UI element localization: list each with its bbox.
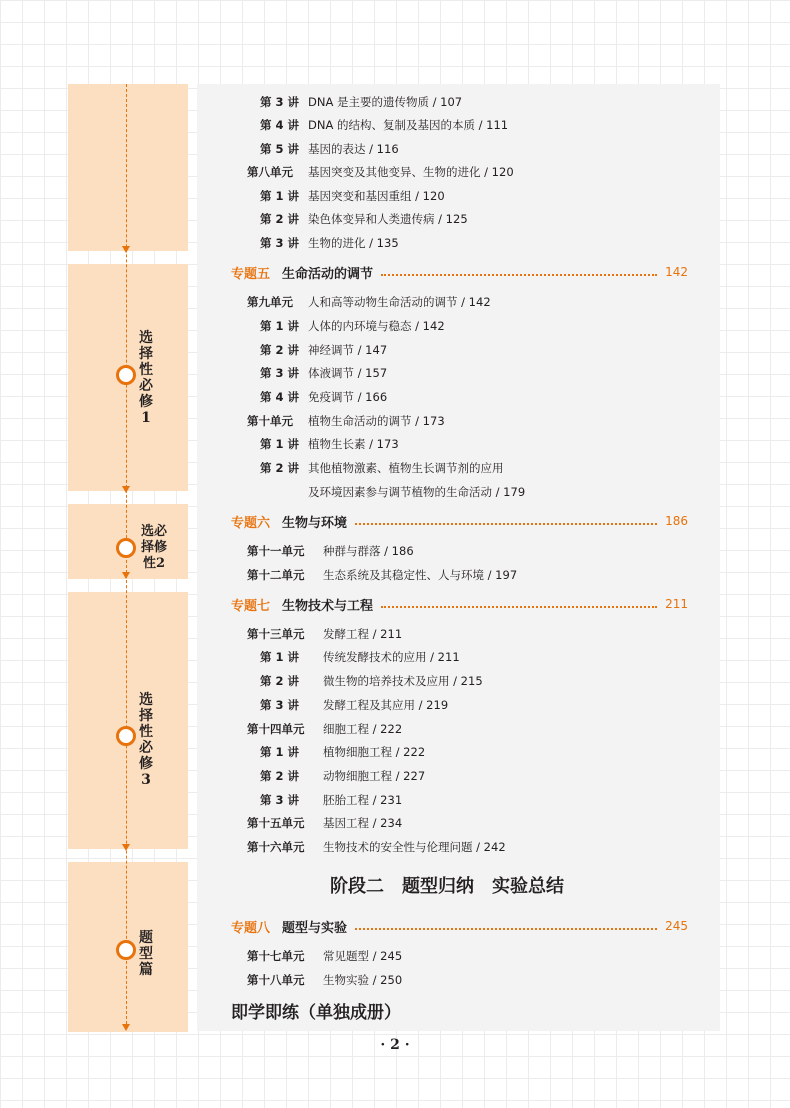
toc-entry[interactable]: 第 3 讲 胚胎工程 / 231: [260, 793, 403, 807]
topic-heading[interactable]: 专题六 生物与环境 186: [231, 514, 688, 531]
timeline-node-icon: [116, 538, 136, 558]
practice-heading[interactable]: 即学即练（单独成册）: [231, 1003, 401, 1023]
toc-entry[interactable]: 第 1 讲 基因突变和基因重组 / 120: [260, 189, 445, 203]
toc-entry[interactable]: 第 3 讲 发酵工程及其应用 / 219: [260, 698, 449, 712]
toc-entry[interactable]: 第十七单元 常见题型 / 245: [247, 949, 403, 963]
toc-entry[interactable]: 第 2 讲 微生物的培养技术及应用 / 215: [260, 674, 483, 688]
leader-dots: [381, 272, 657, 276]
toc-entry[interactable]: 第 3 讲 DNA 是主要的遗传物质 / 107: [260, 95, 463, 109]
toc-entry-continued[interactable]: 及环境因素参与调节植物的生命活动 / 179: [308, 485, 526, 499]
toc-entry[interactable]: 第十三单元 发酵工程 / 211: [247, 627, 403, 641]
toc-entry[interactable]: 第 2 讲 神经调节 / 147: [260, 343, 388, 357]
toc-entry[interactable]: 第 1 讲 传统发酵技术的应用 / 211: [260, 650, 460, 664]
topic-heading[interactable]: 专题五 生命活动的调节 142: [231, 265, 688, 282]
toc-entry[interactable]: 第 2 讲 动物细胞工程 / 227: [260, 769, 426, 783]
leader-dots: [355, 521, 657, 525]
toc-entry[interactable]: 第 2 讲 染色体变异和人类遗传病 / 125: [260, 212, 468, 226]
toc-entry[interactable]: 第九单元 人和高等动物生命活动的调节 / 142: [247, 295, 491, 309]
toc-entry[interactable]: 第 5 讲 基因的表达 / 116: [260, 142, 399, 156]
toc-entry[interactable]: 第 1 讲 植物细胞工程 / 222: [260, 745, 426, 759]
timeline-arrow-icon: [122, 246, 130, 253]
toc-entry[interactable]: 第 4 讲 免疫调节 / 166: [260, 390, 388, 404]
toc-entry[interactable]: 第十二单元 生态系统及其稳定性、人与环境 / 197: [247, 568, 518, 582]
timeline-node-icon: [116, 940, 136, 960]
section-tab-elective-3[interactable]: [68, 592, 188, 849]
toc-entry[interactable]: 第 1 讲 植物生长素 / 173: [260, 437, 399, 451]
section-tab-genetics[interactable]: [68, 84, 188, 251]
toc-entry[interactable]: 第十单元 植物生命活动的调节 / 173: [247, 414, 445, 428]
page-number: · 2 ·: [380, 1037, 410, 1053]
section-tab-label: 选择性必修1: [139, 330, 153, 426]
topic-heading[interactable]: 专题八 题型与实验 245: [231, 919, 688, 936]
leader-dots: [381, 604, 657, 608]
section-tab-label: 题型篇: [139, 930, 153, 978]
toc-entry[interactable]: 第十八单元 生物实验 / 250: [247, 973, 403, 987]
timeline-arrow-icon: [122, 572, 130, 579]
toc-entry[interactable]: 第十一单元 种群与群落 / 186: [247, 544, 414, 558]
toc-entry[interactable]: 第八单元 基因突变及其他变异、生物的进化 / 120: [247, 165, 514, 179]
stage-heading: 阶段二 题型归纳 实验总结: [330, 876, 564, 897]
toc-entry[interactable]: 第 4 讲 DNA 的结构、复制及基因的本质 / 111: [260, 118, 509, 132]
timeline-arrow-icon: [122, 1024, 130, 1031]
toc-entry[interactable]: 第十四单元 细胞工程 / 222: [247, 722, 403, 736]
toc-entry[interactable]: 第 3 讲 生物的进化 / 135: [260, 236, 399, 250]
timeline-arrow-icon: [122, 844, 130, 851]
toc-entry[interactable]: 第 2 讲 其他植物激素、植物生长调节剂的应用: [260, 461, 504, 475]
toc-entry[interactable]: 第 1 讲 人体的内环境与稳态 / 142: [260, 319, 445, 333]
timeline-node-icon: [116, 726, 136, 746]
timeline-node-icon: [116, 365, 136, 385]
leader-dots: [355, 926, 657, 930]
toc-entry[interactable]: 第 3 讲 体液调节 / 157: [260, 366, 388, 380]
topic-heading[interactable]: 专题七 生物技术与工程 211: [231, 597, 688, 614]
toc-entry[interactable]: 第十六单元 生物技术的安全性与伦理问题 / 242: [247, 840, 506, 854]
toc-entry[interactable]: 第十五单元 基因工程 / 234: [247, 816, 403, 830]
timeline-arrow-icon: [122, 486, 130, 493]
section-tab-label: 选必择修性2: [140, 524, 167, 571]
section-tab-label: 选择性必修3: [139, 692, 153, 788]
